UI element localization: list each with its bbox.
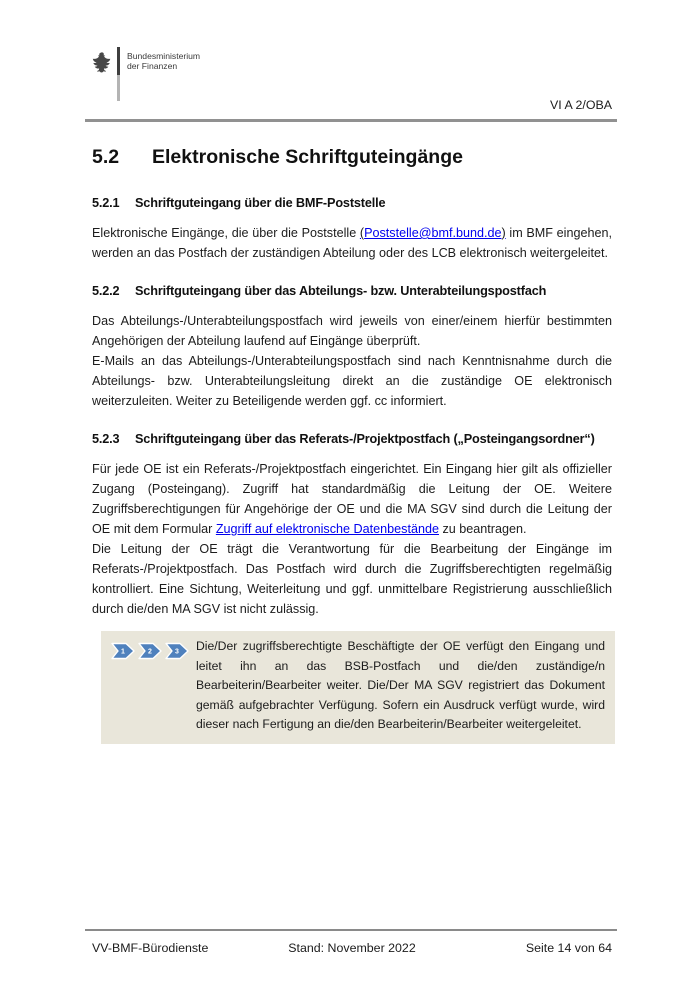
footer-rule xyxy=(85,929,617,931)
step-number-3: 3 xyxy=(175,648,179,656)
document-content xyxy=(92,146,612,744)
process-note-text: Die/Der zugriffsberechtigte Beschäftigte der OE verfügt den Eingang und leitet ihn an das BSB-Postfach und die/den zuständige/n Bearbeiterin/Bearbeiter weiter. Die/Der MA SGV registriert das Dokument gemäß aufgebrachter Verfügung. Sofern ein Ausdruck verfügt wurde, wird dieser nach Fertigung an die/den Bearbeiterin/Bearbeiter weitergeleitet. xyxy=(196,639,605,731)
subsection-heading-text: Schriftguteingang über das Referats-/Projektpostfach („Posteingangsordner“) xyxy=(135,432,595,446)
section-title-text: Elektronische Schriftguteingänge xyxy=(152,146,463,168)
subsection-number: 5.2.3 xyxy=(92,432,120,446)
process-steps-arrows-icon xyxy=(110,641,192,661)
paragraph-523a xyxy=(92,459,612,539)
link-paren-close: ) xyxy=(501,226,506,240)
footer-version-date: Stand: November 2022 xyxy=(288,941,416,955)
subsection-number: 5.2.1 xyxy=(92,196,120,210)
ministry-name-line1: Bundesministerium xyxy=(127,51,201,61)
paragraph-text: zu beantragen. xyxy=(438,522,527,536)
subsection-heading-text: Schriftguteingang über das Abteilungs- bzw. Unterabteilungspostfach xyxy=(135,284,547,298)
paragraph-523b: Die Leitung der OE trägt die Verantwortung für die Bearbeitung der Eingänge im Referats-/Projektpostfach. Das Postfach wird durch die Zugriffsberechtigten regelmäßig kontrolliert. Eine Sichtung, Weiterleitung und ggf. unmittelbare Registrierung ausschließlich durch die/den MA SGV ist nicht zulässig. xyxy=(92,542,612,616)
link-text: Poststelle@bmf.bund.de xyxy=(364,226,502,240)
footer-page-number: Seite 14 von 64 xyxy=(525,941,612,955)
subsection-heading-522 xyxy=(92,284,612,298)
subsection-number: 5.2.2 xyxy=(92,284,120,298)
subsection-heading-521 xyxy=(92,196,612,210)
paragraph-522a: Das Abteilungs-/Unterabteilungspostfach wird jeweils von einer/einem hierfür bestimmten Angehörigen der Abteilung laufend auf Eingänge überprüft. xyxy=(92,314,612,348)
step-number-1: 1 xyxy=(121,648,125,656)
step-number-2: 2 xyxy=(148,648,152,656)
subsection-heading-523 xyxy=(92,432,612,446)
bmf-logo xyxy=(91,47,200,101)
footer-document-name: VV-BMF-Bürodienste xyxy=(92,941,209,955)
page-footer xyxy=(92,941,612,955)
ministry-name xyxy=(120,47,200,71)
zugriff-formular-link[interactable]: Zugriff auf elektronische Datenbestände xyxy=(215,522,439,536)
ministry-name-line2: der Finanzen xyxy=(127,61,178,71)
subsection-heading-text: Schriftguteingang über die BMF-Poststelle xyxy=(135,196,386,210)
paragraph-text: Für jede OE ist ein Referats-/Projektpostfach eingerichtet. Ein Eingang hier gilt als offizieller Zugang (Posteingang). Zugriff hat standardmäßig die Leitung der OE. Weitere Zugriffsberechtigungen für Angehörige der OE und die MA SGV sind durch die Leitung der OE mit dem Formular xyxy=(92,462,612,536)
section-title xyxy=(92,146,612,169)
poststelle-email-link[interactable] xyxy=(360,226,506,240)
process-steps-icon-wrap xyxy=(110,637,196,735)
header-rule xyxy=(85,119,617,122)
section-number: 5.2 xyxy=(92,146,120,168)
process-note-box xyxy=(101,631,615,744)
federal-eagle-icon xyxy=(91,49,113,75)
link-paren-open: ( xyxy=(359,226,365,240)
paragraph-text: im BMF eingehen, werden an das Postfach der zuständigen Abteilung oder des LCB elektronisch weitergeleitet. xyxy=(92,226,612,260)
header-reference: VI A 2/OBA xyxy=(550,98,612,112)
paragraph-522b: E-Mails an das Abteilungs-/Unterabteilungspostfach sind nach Kenntnisnahme durch die Abteilungs- bzw. Unterabteilungsleitung direkt an die zuständige OE elektronisch weiterzuleiten. Weiter zu Beteiligende werden ggf. cc informiert. xyxy=(92,354,612,408)
paragraph-text: Elektronische Eingänge, die über die Poststelle xyxy=(92,226,360,240)
paragraph-521 xyxy=(92,223,612,263)
